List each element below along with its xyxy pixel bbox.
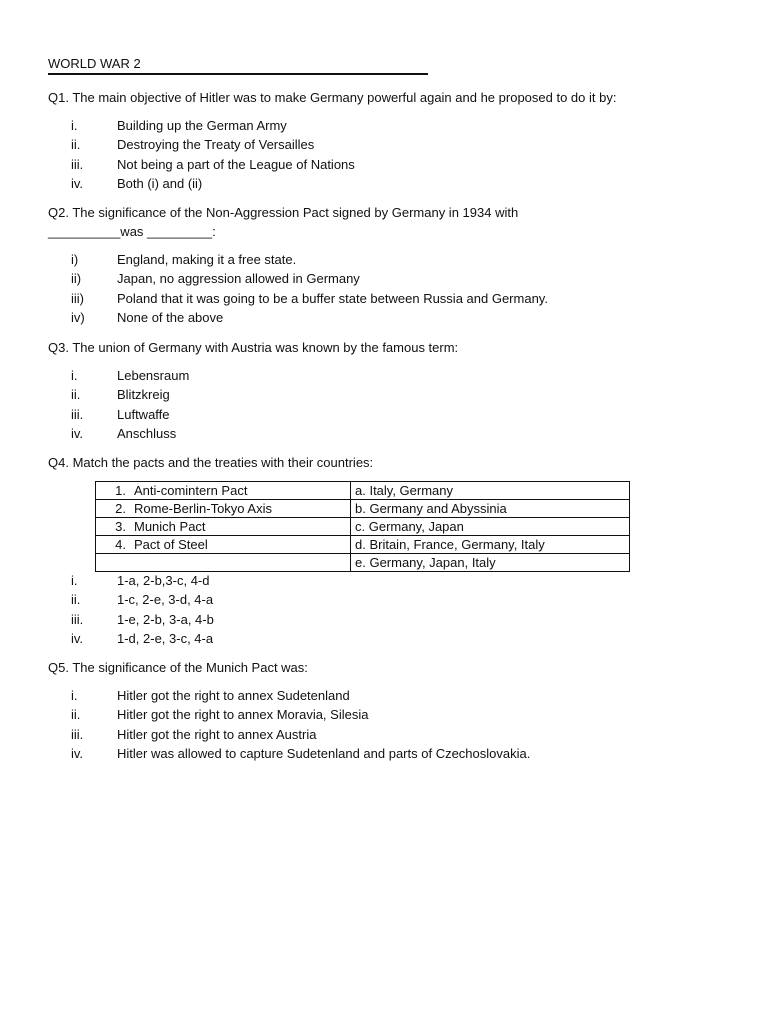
- question-5: Q5. The significance of the Munich Pact was:: [48, 660, 308, 675]
- option-text: Destroying the Treaty of Versailles: [117, 137, 315, 153]
- option-text: England, making it a free state.: [117, 252, 297, 267]
- question-4: Q4. Match the pacts and the treaties with their countries:: [48, 455, 374, 470]
- question-2-line-2: __________was _________:: [48, 224, 216, 239]
- option-text: 1-c, 2-e, 3-d, 4-a: [117, 592, 214, 608]
- table-row: [96, 518, 630, 536]
- option-number: iii): [71, 290, 84, 306]
- option-item: [48, 174, 355, 193]
- option-item: [48, 686, 530, 705]
- table-cell-pact: [96, 554, 351, 572]
- table-cell-countries: b. Germany and Abyssinia: [351, 500, 630, 518]
- question-3: Q3. The union of Germany with Austria was known by the famous term:: [48, 340, 459, 355]
- table-cell-pact: [96, 536, 351, 554]
- option-text: 1-e, 2-b, 3-a, 4-b: [117, 611, 214, 627]
- option-item: [48, 424, 189, 443]
- option-number: iv.: [71, 425, 84, 441]
- option-item: [48, 308, 548, 327]
- table-row: [96, 500, 630, 518]
- pact-number: 2.: [115, 501, 126, 516]
- option-text: Hitler was allowed to capture Sudetenland and parts of Czechoslovakia.: [117, 745, 531, 761]
- option-number: ii.: [71, 137, 81, 153]
- pact-name: Munich Pact: [134, 519, 206, 534]
- table-cell-pact: [96, 500, 351, 518]
- option-number: iv.: [71, 630, 84, 646]
- option-number: iv.: [71, 175, 84, 191]
- option-number: i): [71, 252, 79, 267]
- option-item: [48, 116, 355, 135]
- option-text: Both (i) and (ii): [117, 175, 203, 191]
- question-2-options: [48, 250, 548, 327]
- pact-name: Anti-comintern Pact: [134, 483, 248, 498]
- option-text: Hitler got the right to annex Sudetenland: [117, 688, 350, 703]
- option-text: 1-a, 2-b,3-c, 4-d: [117, 573, 210, 588]
- option-text: Anschluss: [117, 425, 177, 441]
- option-number: ii.: [71, 592, 81, 608]
- option-text: None of the above: [117, 309, 224, 325]
- option-text: Hitler got the right to annex Moravia, Silesia: [117, 707, 369, 723]
- option-text: Luftwaffe: [117, 406, 170, 422]
- option-item: [48, 405, 189, 424]
- option-item: [48, 705, 530, 724]
- table-cell-countries: a. Italy, Germany: [351, 482, 630, 500]
- table-cell-pact: [96, 518, 351, 536]
- option-number: i.: [71, 573, 78, 588]
- question-1: Q1. The main objective of Hitler was to make Germany powerful again and he proposed to do it by:: [48, 90, 617, 105]
- option-item: [48, 250, 548, 269]
- option-text: Poland that it was going to be a buffer state between Russia and Germany.: [117, 290, 548, 306]
- option-text: 1-d, 2-e, 3-c, 4-a: [117, 630, 214, 646]
- option-number: iii.: [71, 611, 84, 627]
- pact-name: Pact of Steel: [134, 537, 208, 552]
- option-item: [48, 289, 548, 308]
- option-number: ii): [71, 271, 82, 287]
- option-item: [48, 135, 355, 154]
- option-text: Building up the German Army: [117, 118, 287, 133]
- option-text: Not being a part of the League of Nations: [117, 156, 355, 172]
- question-2-line-1: Q2. The significance of the Non-Aggression Pact signed by Germany in 1934 with: [48, 205, 519, 220]
- option-number: iii.: [71, 406, 84, 422]
- question-4-options: [48, 571, 214, 648]
- option-item: [48, 385, 189, 404]
- option-item: [48, 629, 214, 648]
- option-number: i.: [71, 368, 78, 383]
- question-3-options: [48, 366, 189, 443]
- match-table: [95, 481, 630, 572]
- option-item: [48, 590, 214, 609]
- question-1-options: [48, 116, 355, 193]
- option-text: Japan, no aggression allowed in Germany: [117, 271, 360, 287]
- option-number: i.: [71, 688, 78, 703]
- option-text: Lebensraum: [117, 368, 190, 383]
- option-number: iii.: [71, 726, 84, 742]
- option-number: iii.: [71, 156, 84, 172]
- option-item: [48, 725, 530, 744]
- option-number: ii.: [71, 387, 81, 403]
- table-cell-countries: e. Germany, Japan, Italy: [351, 554, 630, 572]
- option-number: iv.: [71, 745, 84, 761]
- question-2: [48, 203, 518, 241]
- question-5-options: [48, 686, 530, 763]
- option-text: Hitler got the right to annex Austria: [117, 726, 317, 742]
- option-item: [48, 744, 530, 763]
- option-item: [48, 269, 548, 288]
- table-cell-countries: d. Britain, France, Germany, Italy: [351, 536, 630, 554]
- option-item: [48, 610, 214, 629]
- option-number: iv): [71, 309, 85, 325]
- pact-number: 4.: [115, 537, 126, 552]
- pact-number: 3.: [115, 519, 126, 534]
- document-title: WORLD WAR 2: [48, 56, 428, 75]
- table-row: [96, 536, 630, 554]
- pact-number: 1.: [115, 483, 126, 498]
- pact-name: Rome-Berlin-Tokyo Axis: [134, 501, 272, 516]
- table-row: [96, 554, 630, 572]
- table-row: [96, 482, 630, 500]
- option-item: [48, 366, 189, 385]
- option-number: ii.: [71, 707, 81, 723]
- option-item: [48, 155, 355, 174]
- option-item: [48, 571, 214, 590]
- option-text: Blitzkreig: [117, 387, 170, 403]
- option-number: i.: [71, 118, 78, 133]
- table-cell-countries: c. Germany, Japan: [351, 518, 630, 536]
- table-cell-pact: [96, 482, 351, 500]
